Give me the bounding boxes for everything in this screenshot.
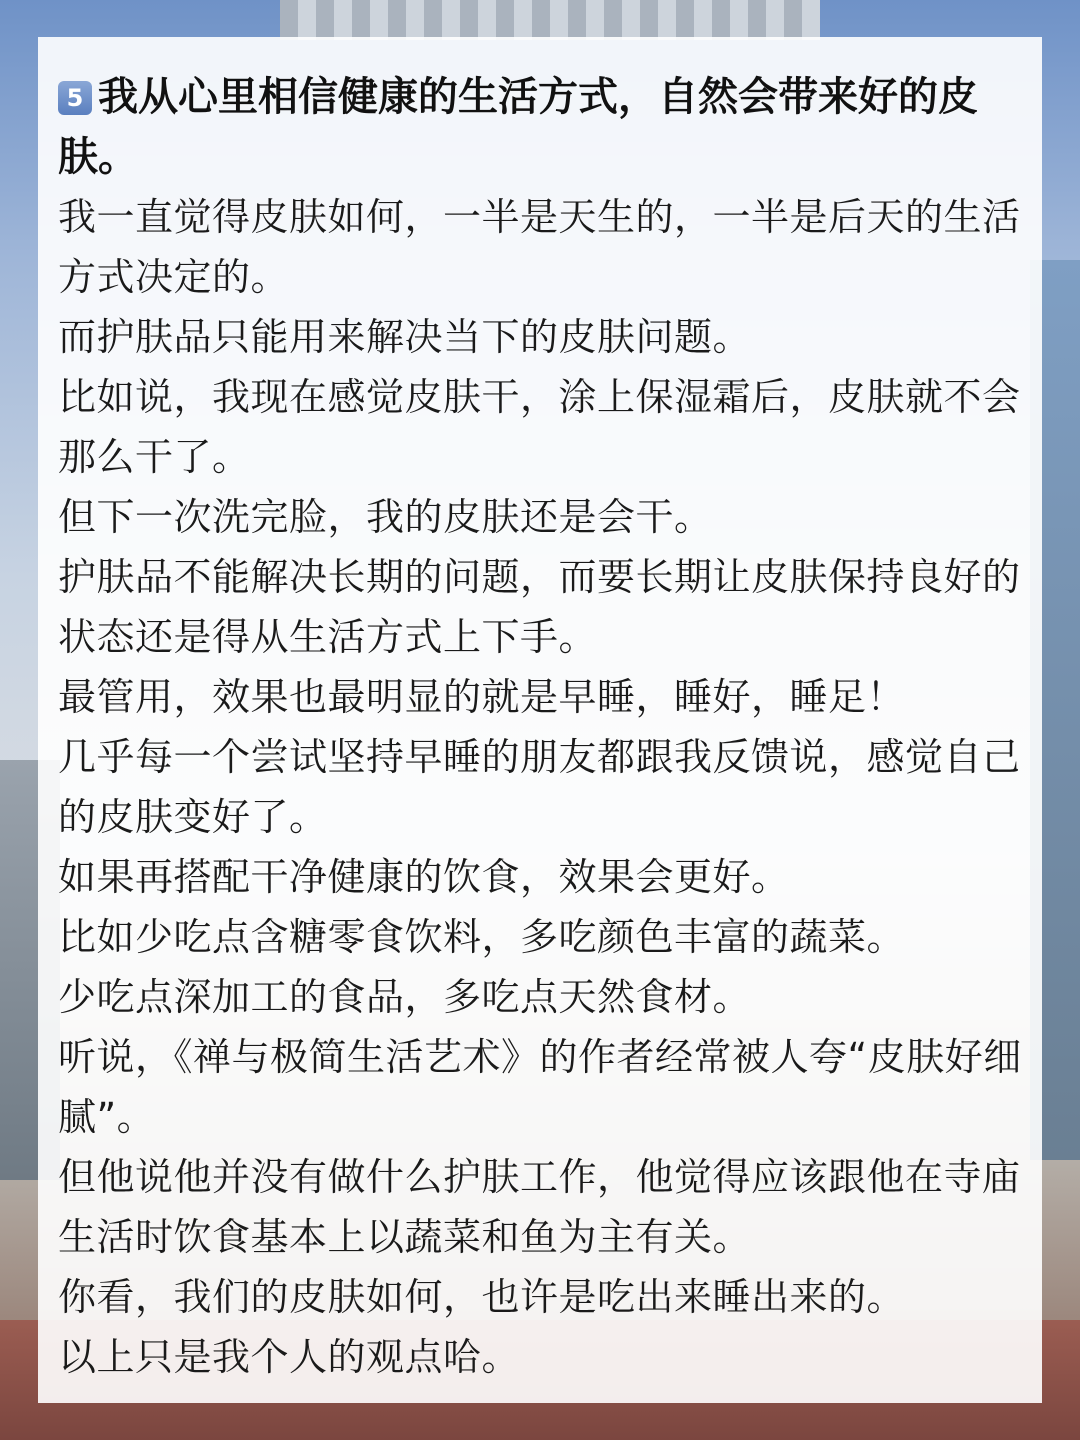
number-badge-icon: 5 — [58, 81, 92, 115]
paragraph: 我一直觉得皮肤如何，一半是天生的，一半是后天的生活方式决定的。 — [58, 195, 1021, 299]
text-card — [38, 37, 1042, 1403]
paragraph: 而护肤品只能用来解决当下的皮肤问题。 — [58, 315, 752, 359]
paragraph: 比如说，我现在感觉皮肤干，涂上保湿霜后，皮肤就不会那么干了。 — [58, 375, 1021, 479]
paragraph: 几乎每一个尝试坚持早睡的朋友都跟我反馈说，感觉自己的皮肤变好了。 — [58, 735, 1021, 839]
section-title-text: 我从心里相信健康的生活方式，自然会带来好的皮肤。 — [58, 74, 978, 180]
background-building-top — [280, 0, 820, 40]
paragraph: 你看，我们的皮肤如何，也许是吃出来睡出来的。 — [58, 1275, 906, 1319]
paragraph: 听说，《禅与极简生活艺术》的作者经常被人夸“皮肤好细腻”。 — [58, 1035, 1022, 1139]
paragraph: 比如少吃点含糖零食饮料，多吃颜色丰富的蔬菜。 — [58, 915, 906, 959]
section-title — [58, 67, 1022, 187]
paragraph: 护肤品不能解决长期的问题，而要长期让皮肤保持良好的状态还是得从生活方式上下手。 — [58, 555, 1021, 659]
paragraph: 如果再搭配干净健康的饮食，效果会更好。 — [58, 855, 790, 899]
paragraph: 但他说他并没有做什么护肤工作，他觉得应该跟他在寺庙生活时饮食基本上以蔬菜和鱼为主有关。 — [58, 1155, 1021, 1259]
paragraph: 以上只是我个人的观点哈。 — [58, 1335, 521, 1379]
paragraph: 但下一次洗完脸，我的皮肤还是会干。 — [58, 495, 713, 539]
paragraph: 最管用，效果也最明显的就是早睡，睡好，睡足！ — [58, 675, 906, 719]
paragraph: 少吃点深加工的食品，多吃点天然食材。 — [58, 975, 752, 1019]
